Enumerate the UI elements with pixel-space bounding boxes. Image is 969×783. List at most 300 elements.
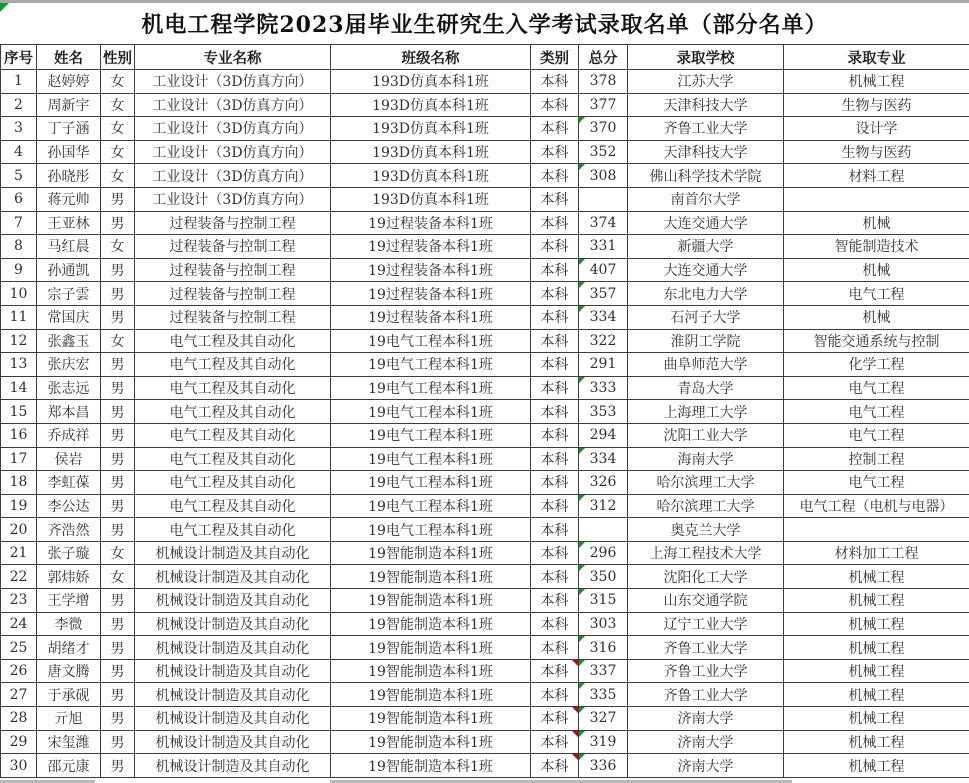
cell-class-name: 19智能制造本科1班 (331, 541, 531, 565)
cell-gender: 男 (101, 683, 135, 707)
cell-class-name: 193D仿真本科1班 (331, 140, 531, 164)
cell-row-number: 14 (1, 376, 37, 400)
cell-student-name: 王亚林 (37, 211, 101, 235)
cell-student-name: 赵婷婷 (37, 70, 101, 94)
cell-category: 本科 (531, 329, 579, 353)
column-header-9: 录取专业 (784, 45, 969, 70)
cell-total-score: 374 (579, 211, 628, 235)
cell-student-name: 王学增 (37, 589, 101, 613)
cell-class-name: 19智能制造本科1班 (331, 636, 531, 660)
column-header-4: 专业名称 (135, 45, 331, 70)
cell-admitted-school: 哈尔滨理工大学 (628, 471, 784, 495)
cell-class-name: 19智能制造本科1班 (331, 589, 531, 613)
table-row (1, 471, 969, 495)
cell-total-score: 334 (579, 447, 628, 471)
column-header-5: 班级名称 (331, 45, 531, 70)
cell-major-name: 电气工程及其自动化 (135, 471, 331, 495)
cell-total-score (579, 518, 628, 542)
cell-row-number: 10 (1, 282, 37, 306)
cell-gender: 女 (101, 140, 135, 164)
cell-major-name: 机械设计制造及其自动化 (135, 659, 331, 683)
cell-admitted-school: 济南大学 (628, 730, 784, 754)
table-header-row (1, 45, 969, 70)
cell-class-name: 19过程装备本科1班 (331, 211, 531, 235)
cell-major-name: 电气工程及其自动化 (135, 494, 331, 518)
cell-admitted-major: 电气工程 (784, 471, 969, 495)
table-row (1, 235, 969, 259)
page-title: 机电工程学院2023届毕业生研究生入学考试录取名单（部分名单） (141, 12, 828, 38)
cell-student-name: 郑本昌 (37, 400, 101, 424)
cell-admitted-school: 哈尔滨理工大学 (628, 494, 784, 518)
error-indicator-icon (579, 377, 585, 383)
cell-admitted-school: 南首尔大学 (628, 187, 784, 211)
cell-total-score: 312 (579, 494, 628, 518)
cell-major-name: 电气工程及其自动化 (135, 400, 331, 424)
cell-student-name: 蒋元帅 (37, 187, 101, 211)
cell-gender: 女 (101, 329, 135, 353)
cell-gender: 男 (101, 730, 135, 754)
cell-admitted-major: 控制工程 (784, 447, 969, 471)
cell-admitted-school: 海南大学 (628, 447, 784, 471)
cell-class-name: 19过程装备本科1班 (331, 305, 531, 329)
column-header-6: 类别 (531, 45, 579, 70)
cell-class-name: 19电气工程本科1班 (331, 376, 531, 400)
cell-total-score: 326 (579, 471, 628, 495)
cell-class-name: 19智能制造本科1班 (331, 565, 531, 589)
cell-category: 本科 (531, 659, 579, 683)
cell-gender: 女 (101, 93, 135, 117)
cell-category: 本科 (531, 282, 579, 306)
cell-admitted-school: 天津科技大学 (628, 93, 784, 117)
cell-class-name: 193D仿真本科1班 (331, 70, 531, 94)
cell-class-name: 19电气工程本科1班 (331, 518, 531, 542)
cell-total-score: 331 (579, 235, 628, 259)
cell-class-name: 19过程装备本科1班 (331, 258, 531, 282)
cell-class-name: 19智能制造本科1班 (331, 659, 531, 683)
cell-admitted-school: 齐鲁工业大学 (628, 683, 784, 707)
cell-category: 本科 (531, 187, 579, 211)
column-header-3: 性别 (101, 45, 135, 70)
cell-student-name: 丁子涵 (37, 117, 101, 141)
cell-total-score: 352 (579, 140, 628, 164)
window-top-edge (0, 0, 969, 3)
error-indicator-icon (579, 164, 585, 170)
cell-admitted-major: 智能交通系统与控制 (784, 329, 969, 353)
cell-class-name: 193D仿真本科1班 (331, 117, 531, 141)
cell-student-name: 郭炜娇 (37, 565, 101, 589)
cell-admitted-major: 电气工程 (784, 282, 969, 306)
cell-gender: 男 (101, 659, 135, 683)
table-row (1, 258, 969, 282)
cell-total-score: 296 (579, 541, 628, 565)
cell-student-name: 周新宇 (37, 93, 101, 117)
table-row (1, 423, 969, 447)
table-row (1, 494, 969, 518)
cell-admitted-school: 上海工程技术大学 (628, 541, 784, 565)
cell-class-name: 19智能制造本科1班 (331, 707, 531, 731)
cell-category: 本科 (531, 70, 579, 94)
cell-gender: 女 (101, 70, 135, 94)
cell-gender: 男 (101, 494, 135, 518)
cell-student-name: 孙国华 (37, 140, 101, 164)
cell-admitted-major: 电气工程 (784, 423, 969, 447)
cell-admitted-major: 机械工程 (784, 707, 969, 731)
cell-admitted-major: 机械 (784, 211, 969, 235)
cell-student-name: 亓旭 (37, 707, 101, 731)
error-indicator-icon (579, 707, 585, 713)
cell-category: 本科 (531, 423, 579, 447)
table-row (1, 754, 969, 778)
cell-category: 本科 (531, 636, 579, 660)
cell-admitted-school: 济南大学 (628, 707, 784, 731)
cell-gender: 女 (101, 117, 135, 141)
cell-admitted-major: 机械工程 (784, 589, 969, 613)
comment-indicator-icon (572, 754, 578, 760)
cell-total-score: 377 (579, 93, 628, 117)
error-indicator-icon (579, 306, 585, 312)
cell-row-number: 29 (1, 730, 37, 754)
cell-category: 本科 (531, 376, 579, 400)
cell-row-number: 26 (1, 659, 37, 683)
cell-total-score: 316 (579, 636, 628, 660)
cell-class-name: 19过程装备本科1班 (331, 235, 531, 259)
cell-gender: 男 (101, 211, 135, 235)
cell-major-name: 机械设计制造及其自动化 (135, 565, 331, 589)
cell-total-score: 337 (579, 659, 628, 683)
cell-total-score: 370 (579, 117, 628, 141)
cell-class-name: 19电气工程本科1班 (331, 494, 531, 518)
cell-student-name: 常国庆 (37, 305, 101, 329)
cell-admitted-major: 设计学 (784, 117, 969, 141)
cell-major-name: 电气工程及其自动化 (135, 518, 331, 542)
cell-row-number: 21 (1, 541, 37, 565)
cell-admitted-major: 机械 (784, 258, 969, 282)
cell-gender: 男 (101, 518, 135, 542)
cell-category: 本科 (531, 471, 579, 495)
column-header-7: 总分 (579, 45, 628, 70)
cell-major-name: 机械设计制造及其自动化 (135, 730, 331, 754)
cell-gender: 男 (101, 423, 135, 447)
cell-major-name: 过程装备与控制工程 (135, 258, 331, 282)
table-row (1, 541, 969, 565)
cell-total-score (579, 187, 628, 211)
cell-total-score: 333 (579, 376, 628, 400)
cell-major-name: 过程装备与控制工程 (135, 211, 331, 235)
cell-admitted-school: 济南大学 (628, 754, 784, 778)
cell-student-name: 张鑫玉 (37, 329, 101, 353)
table-row (1, 93, 969, 117)
cell-category: 本科 (531, 541, 579, 565)
cell-class-name: 19智能制造本科1班 (331, 612, 531, 636)
cell-major-name: 机械设计制造及其自动化 (135, 612, 331, 636)
cell-total-score: 353 (579, 400, 628, 424)
cell-major-name: 工业设计（3D仿真方向） (135, 187, 331, 211)
table-row (1, 117, 969, 141)
cell-class-name: 19过程装备本科1班 (331, 282, 531, 306)
cell-admitted-major: 机械工程 (784, 565, 969, 589)
cell-class-name: 19电气工程本科1班 (331, 353, 531, 377)
cell-admitted-major: 电气工程（电机与电器） (784, 494, 969, 518)
cell-row-number: 28 (1, 707, 37, 731)
table-row (1, 164, 969, 188)
cell-total-score: 308 (579, 164, 628, 188)
cell-major-name: 电气工程及其自动化 (135, 423, 331, 447)
cell-row-number: 1 (1, 70, 37, 94)
cell-row-number: 8 (1, 235, 37, 259)
comment-indicator-icon (572, 731, 578, 737)
cell-admitted-major: 机械工程 (784, 636, 969, 660)
comment-indicator-icon (572, 660, 578, 666)
error-indicator-icon (579, 731, 585, 737)
cell-category: 本科 (531, 353, 579, 377)
cell-student-name: 胡绪才 (37, 636, 101, 660)
cell-class-name: 193D仿真本科1班 (331, 187, 531, 211)
column-header-2: 姓名 (37, 45, 101, 70)
cell-admitted-school: 辽宁工业大学 (628, 612, 784, 636)
cell-major-name: 电气工程及其自动化 (135, 376, 331, 400)
cell-class-name: 19智能制造本科1班 (331, 754, 531, 778)
cell-student-name: 宋玺潍 (37, 730, 101, 754)
cell-row-number: 5 (1, 164, 37, 188)
cell-student-name: 乔成祥 (37, 423, 101, 447)
cell-row-number: 13 (1, 353, 37, 377)
cell-major-name: 工业设计（3D仿真方向） (135, 140, 331, 164)
cell-category: 本科 (531, 305, 579, 329)
table-row (1, 730, 969, 754)
cell-total-score: 315 (579, 589, 628, 613)
cell-category: 本科 (531, 518, 579, 542)
error-indicator-icon (579, 117, 585, 123)
cell-class-name: 19电气工程本科1班 (331, 423, 531, 447)
cell-row-number: 6 (1, 187, 37, 211)
cell-class-name: 19电气工程本科1班 (331, 447, 531, 471)
cell-admitted-major (784, 187, 969, 211)
table-row (1, 447, 969, 471)
cell-admitted-school: 大连交通大学 (628, 211, 784, 235)
cell-admitted-major: 机械工程 (784, 730, 969, 754)
table-row (1, 70, 969, 94)
cell-total-score: 357 (579, 282, 628, 306)
cell-row-number: 3 (1, 117, 37, 141)
cell-student-name: 宗子雲 (37, 282, 101, 306)
cell-major-name: 过程装备与控制工程 (135, 305, 331, 329)
cell-gender: 女 (101, 565, 135, 589)
cell-student-name: 齐浩然 (37, 518, 101, 542)
cell-category: 本科 (531, 730, 579, 754)
cell-category: 本科 (531, 754, 579, 778)
table-row (1, 282, 969, 306)
cell-gender: 男 (101, 187, 135, 211)
cell-student-name: 邵元康 (37, 754, 101, 778)
error-indicator-icon (579, 636, 585, 642)
cell-admitted-school: 石河子大学 (628, 305, 784, 329)
cell-category: 本科 (531, 447, 579, 471)
cell-major-name: 电气工程及其自动化 (135, 447, 331, 471)
cell-admitted-school: 佛山科学技术学院 (628, 164, 784, 188)
table-row (1, 659, 969, 683)
column-header-8: 录取学校 (628, 45, 784, 70)
cell-class-name: 19电气工程本科1班 (331, 471, 531, 495)
cell-gender: 男 (101, 471, 135, 495)
cell-admitted-major: 智能制造技术 (784, 235, 969, 259)
cell-admitted-school: 曲阜师范大学 (628, 353, 784, 377)
cell-major-name: 机械设计制造及其自动化 (135, 636, 331, 660)
cell-gender: 男 (101, 353, 135, 377)
cell-category: 本科 (531, 235, 579, 259)
cell-gender: 男 (101, 282, 135, 306)
cell-category: 本科 (531, 612, 579, 636)
cell-class-name: 193D仿真本科1班 (331, 164, 531, 188)
table-row (1, 683, 969, 707)
cell-class-name: 19电气工程本科1班 (331, 400, 531, 424)
cell-admitted-school: 奥克兰大学 (628, 518, 784, 542)
cell-class-name: 19电气工程本科1班 (331, 329, 531, 353)
comment-indicator-icon (572, 707, 578, 713)
cell-student-name: 李虹葆 (37, 471, 101, 495)
cell-major-name: 机械设计制造及其自动化 (135, 589, 331, 613)
cell-row-number: 2 (1, 93, 37, 117)
cell-student-name: 侯岩 (37, 447, 101, 471)
cell-category: 本科 (531, 707, 579, 731)
cell-class-name: 193D仿真本科1班 (331, 93, 531, 117)
cell-row-number: 18 (1, 471, 37, 495)
table-row (1, 353, 969, 377)
table-row (1, 589, 969, 613)
cell-gender: 男 (101, 258, 135, 282)
cell-admitted-school: 青岛大学 (628, 376, 784, 400)
cell-row-number: 12 (1, 329, 37, 353)
cell-admitted-major: 电气工程 (784, 376, 969, 400)
table-row (1, 329, 969, 353)
cell-admitted-major: 材料加工工程 (784, 541, 969, 565)
cell-admitted-school: 东北电力大学 (628, 282, 784, 306)
column-header-1: 序号 (1, 45, 37, 70)
cell-admitted-school: 沈阳化工大学 (628, 565, 784, 589)
cell-row-number: 9 (1, 258, 37, 282)
cell-gender: 女 (101, 164, 135, 188)
cell-major-name: 工业设计（3D仿真方向） (135, 164, 331, 188)
table-row (1, 612, 969, 636)
cell-row-number: 19 (1, 494, 37, 518)
error-indicator-icon (579, 589, 585, 595)
cell-class-name: 19智能制造本科1班 (331, 683, 531, 707)
cell-admitted-major: 机械工程 (784, 612, 969, 636)
cell-admitted-school: 齐鲁工业大学 (628, 117, 784, 141)
cell-admitted-major: 材料工程 (784, 164, 969, 188)
admission-roster-table (0, 44, 969, 778)
cell-gender: 男 (101, 636, 135, 660)
cell-admitted-major: 机械工程 (784, 659, 969, 683)
cell-gender: 男 (101, 447, 135, 471)
cell-admitted-school: 齐鲁工业大学 (628, 636, 784, 660)
cell-student-name: 张庆宏 (37, 353, 101, 377)
cell-category: 本科 (531, 117, 579, 141)
cell-student-name: 于承砚 (37, 683, 101, 707)
error-indicator-icon (579, 660, 585, 666)
cell-admitted-major (784, 518, 969, 542)
table-body (1, 70, 969, 778)
cell-total-score: 378 (579, 70, 628, 94)
cell-gender: 男 (101, 707, 135, 731)
cell-admitted-major: 化学工程 (784, 353, 969, 377)
cell-student-name: 孙晓彤 (37, 164, 101, 188)
cell-admitted-major: 机械工程 (784, 683, 969, 707)
cell-row-number: 22 (1, 565, 37, 589)
cell-student-name: 张子璇 (37, 541, 101, 565)
cell-total-score: 335 (579, 683, 628, 707)
cell-class-name: 19智能制造本科1班 (331, 730, 531, 754)
cell-category: 本科 (531, 589, 579, 613)
cell-admitted-school: 大连交通大学 (628, 258, 784, 282)
table-row (1, 187, 969, 211)
cell-row-number: 23 (1, 589, 37, 613)
cell-major-name: 电气工程及其自动化 (135, 329, 331, 353)
cell-category: 本科 (531, 93, 579, 117)
cell-admitted-school: 齐鲁工业大学 (628, 659, 784, 683)
cell-row-number: 27 (1, 683, 37, 707)
cell-total-score: 327 (579, 707, 628, 731)
cell-category: 本科 (531, 258, 579, 282)
error-indicator-icon (579, 565, 585, 571)
cell-gender: 男 (101, 376, 135, 400)
cell-major-name: 工业设计（3D仿真方向） (135, 93, 331, 117)
cell-gender: 男 (101, 589, 135, 613)
table-row (1, 140, 969, 164)
cell-total-score: 336 (579, 754, 628, 778)
cell-admitted-major: 生物与医药 (784, 140, 969, 164)
cell-total-score: 319 (579, 730, 628, 754)
cell-admitted-major: 机械 (784, 305, 969, 329)
cell-major-name: 工业设计（3D仿真方向） (135, 117, 331, 141)
cell-admitted-major: 机械工程 (784, 754, 969, 778)
error-indicator-icon (579, 259, 585, 265)
error-indicator-icon (579, 282, 585, 288)
cell-major-name: 机械设计制造及其自动化 (135, 707, 331, 731)
cell-student-name: 李微 (37, 612, 101, 636)
cell-admitted-school: 新疆大学 (628, 235, 784, 259)
cell-row-number: 20 (1, 518, 37, 542)
cell-student-name: 孙通凯 (37, 258, 101, 282)
cell-total-score: 303 (579, 612, 628, 636)
cell-student-name: 马红晨 (37, 235, 101, 259)
error-indicator-icon (579, 683, 585, 689)
cell-total-score: 294 (579, 423, 628, 447)
cell-total-score: 334 (579, 305, 628, 329)
table-row (1, 376, 969, 400)
table-row (1, 636, 969, 660)
cell-category: 本科 (531, 565, 579, 589)
cell-admitted-major: 机械工程 (784, 70, 969, 94)
cell-admitted-major: 电气工程 (784, 400, 969, 424)
cell-total-score: 407 (579, 258, 628, 282)
cell-major-name: 工业设计（3D仿真方向） (135, 70, 331, 94)
cell-admitted-school: 上海理工大学 (628, 400, 784, 424)
cell-gender: 男 (101, 305, 135, 329)
table-row (1, 565, 969, 589)
cell-row-number: 16 (1, 423, 37, 447)
cell-student-name: 张志远 (37, 376, 101, 400)
cell-row-number: 11 (1, 305, 37, 329)
cell-admitted-school: 江苏大学 (628, 70, 784, 94)
table-row (1, 707, 969, 731)
cell-major-name: 机械设计制造及其自动化 (135, 683, 331, 707)
cell-gender: 女 (101, 235, 135, 259)
cell-category: 本科 (531, 400, 579, 424)
cell-admitted-school: 天津科技大学 (628, 140, 784, 164)
cell-category: 本科 (531, 211, 579, 235)
cell-gender: 男 (101, 400, 135, 424)
error-indicator-icon (579, 448, 585, 454)
